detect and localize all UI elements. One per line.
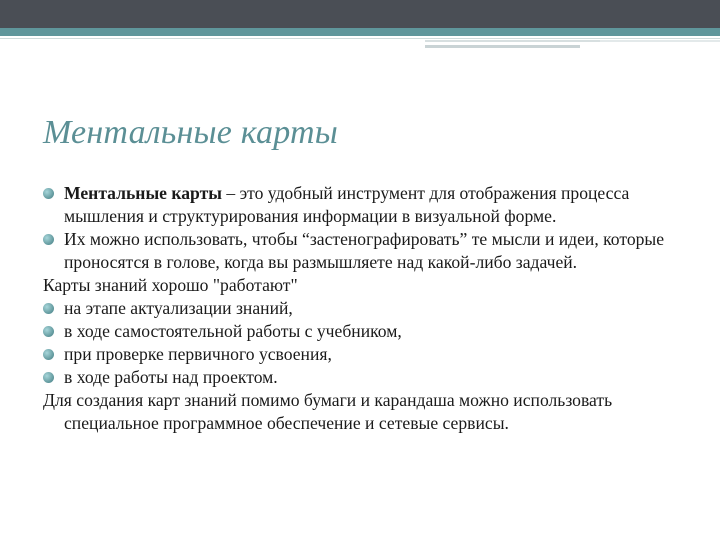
bullet-dot-icon: [43, 349, 54, 360]
list-item: [43, 343, 693, 366]
list-item-text: в ходе самостоятельной работы с учебником,: [64, 321, 402, 341]
bold-term: Ментальные карты: [64, 183, 222, 203]
bullet-dot-icon: [43, 326, 54, 337]
decor-line: [600, 40, 720, 42]
list-item: [43, 366, 693, 389]
bullet-dot-icon: [43, 303, 54, 314]
bullet-dot-icon: [43, 372, 54, 383]
list-item-text: при проверке первичного усвоения,: [64, 344, 332, 364]
accent-strip: [0, 28, 720, 36]
slide-body: [43, 182, 693, 435]
bullet-text: – это удобный инструмент для отображения процесса мышления и структурирования информации в визуальной форме.: [64, 183, 630, 226]
bullet-dot-icon: [43, 234, 54, 245]
bullet-item: [43, 182, 693, 228]
bullet-item: [43, 228, 693, 274]
list-item-text: в ходе работы над проектом.: [64, 367, 278, 387]
decor-line: [425, 45, 580, 48]
list-item-text: на этапе актуализации знаний,: [64, 298, 293, 318]
bullet-dot-icon: [43, 188, 54, 199]
decor-line: [0, 38, 720, 39]
paragraph: Для создания карт знаний помимо бумаги и карандаша можно использовать специальное программное обеспечение и сетевые сервисы.: [43, 390, 613, 433]
bullet-text: Их можно использовать, чтобы “застенографировать” те мысли и идеи, которые проносятся в голове, когда вы размышляете над какой-либо задачей.: [64, 229, 665, 272]
list-item: [43, 297, 693, 320]
slide-title: Ментальные карты: [43, 114, 338, 151]
paragraph: Карты знаний хорошо "работают": [43, 275, 298, 295]
list-item: [43, 320, 693, 343]
top-bar: [0, 0, 720, 28]
